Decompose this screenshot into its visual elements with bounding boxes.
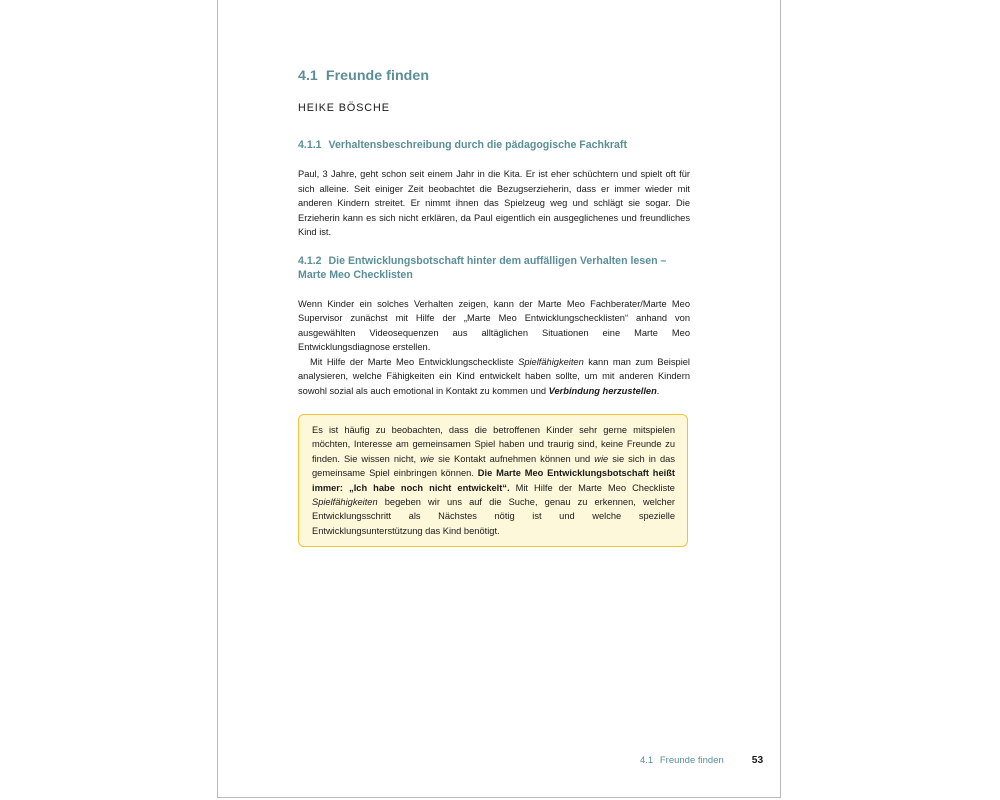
book-page (217, 0, 781, 798)
italic-word: wie (594, 453, 609, 464)
footer-section-number: 4.1 (640, 755, 654, 766)
page-footer (640, 755, 763, 766)
section-heading-4-1-2 (298, 254, 690, 282)
footer-section-title: Freunde finden (659, 755, 724, 766)
text-run: begeben wir uns auf die Suche, genau zu erkennen, welcher Entwicklungsschritt als Nächstes nötig ist und welche spezielle Entwicklungsunterstützung das Kind benötigt. (312, 497, 675, 536)
chapter-title (298, 66, 690, 86)
italic-word: wie (420, 453, 435, 464)
text-run: sie sich in das gemeinsame Spiel einbringen können. (312, 453, 675, 479)
section-title-text: Verhaltensbeschreibung durch die pädagogische Fachkraft (328, 139, 627, 151)
author-name: HEIKE BÖSCHE (298, 102, 390, 114)
text-run: kann man zum Beispiel analysieren, welche Fähigkeiten ein Kind entwickelt haben sollte, um mit anderen Kindern sowohl sozial als auch emotional in Kontakt zu kommen und (298, 356, 690, 396)
italic-term: Spielfähigkeiten (518, 356, 584, 367)
section-heading-4-1-1 (298, 138, 690, 152)
text-run: Es ist häufig zu beobachten, dass die betroffenen Kinder sehr gerne mitspielen möchten, Interesse am gemeinsamen Spiel haben und traurig sind, keine Freunde zu finden. Sie wissen nicht, (312, 425, 675, 464)
bold-italic-term: Verbindung herzustellen (548, 385, 657, 396)
section-number: 4.1.1 (298, 139, 322, 151)
section-title-line2: Marte Meo Checklisten (298, 268, 413, 281)
page-content (298, 66, 690, 547)
section-title-text: Die Entwicklungsbotschaft hinter dem auffälligen Verhalten lesen – (328, 254, 667, 267)
running-footer-section (640, 755, 724, 766)
text-run: . (656, 385, 660, 396)
text-run: sie Kontakt aufnehmen können und (434, 453, 595, 464)
chapter-number: 4.1 (298, 68, 318, 84)
italic-term: Spielfähigkeiten (312, 497, 378, 508)
diagnosis-paragraph: Wenn Kinder ein solches Verhalten zeigen, kann der Marte Meo Fachberater/Marte Meo Supervisor zunächst mit Hilfe der „Marte Meo Entwicklungschecklisten“ anhand von ausgewählten Videosequenzen aus alltäglichen Situationen eine Marte Meo Entwicklungsdiagnose erstellen. (298, 298, 690, 352)
case-description-paragraph: Paul, 3 Jahre, geht schon seit einem Jahr in die Kita. Er ist eher schüchtern und spielt oft für sich alleine. Seit einiger Zeit beobachtet die Bezugserzieherin, dass er immer wieder mit anderen Kindern streitet. Er nimmt ihnen das Spielzeug weg und schlägt sie sogar. Die Erzieherin kann es sich nicht erklären, da Paul eigentlich ein ausgeglichenes und freundliches Kind ist. (298, 169, 690, 237)
info-box-text (312, 423, 675, 538)
checklist-paragraph (298, 355, 690, 399)
info-box (298, 414, 688, 547)
page-number: 53 (751, 755, 764, 766)
bold-message: Die Marte Meo Entwicklungsbotschaft heißt immer: „Ich habe noch nicht entwickelt“. (312, 468, 675, 493)
text-run: Mit Hilfe der Marte Meo Entwicklungscheckliste (310, 356, 519, 367)
chapter-title-text: Freunde finden (325, 68, 430, 84)
text-run: Mit Hilfe der Marte Meo Checkliste (509, 482, 675, 493)
section-number: 4.1.2 (298, 254, 322, 267)
